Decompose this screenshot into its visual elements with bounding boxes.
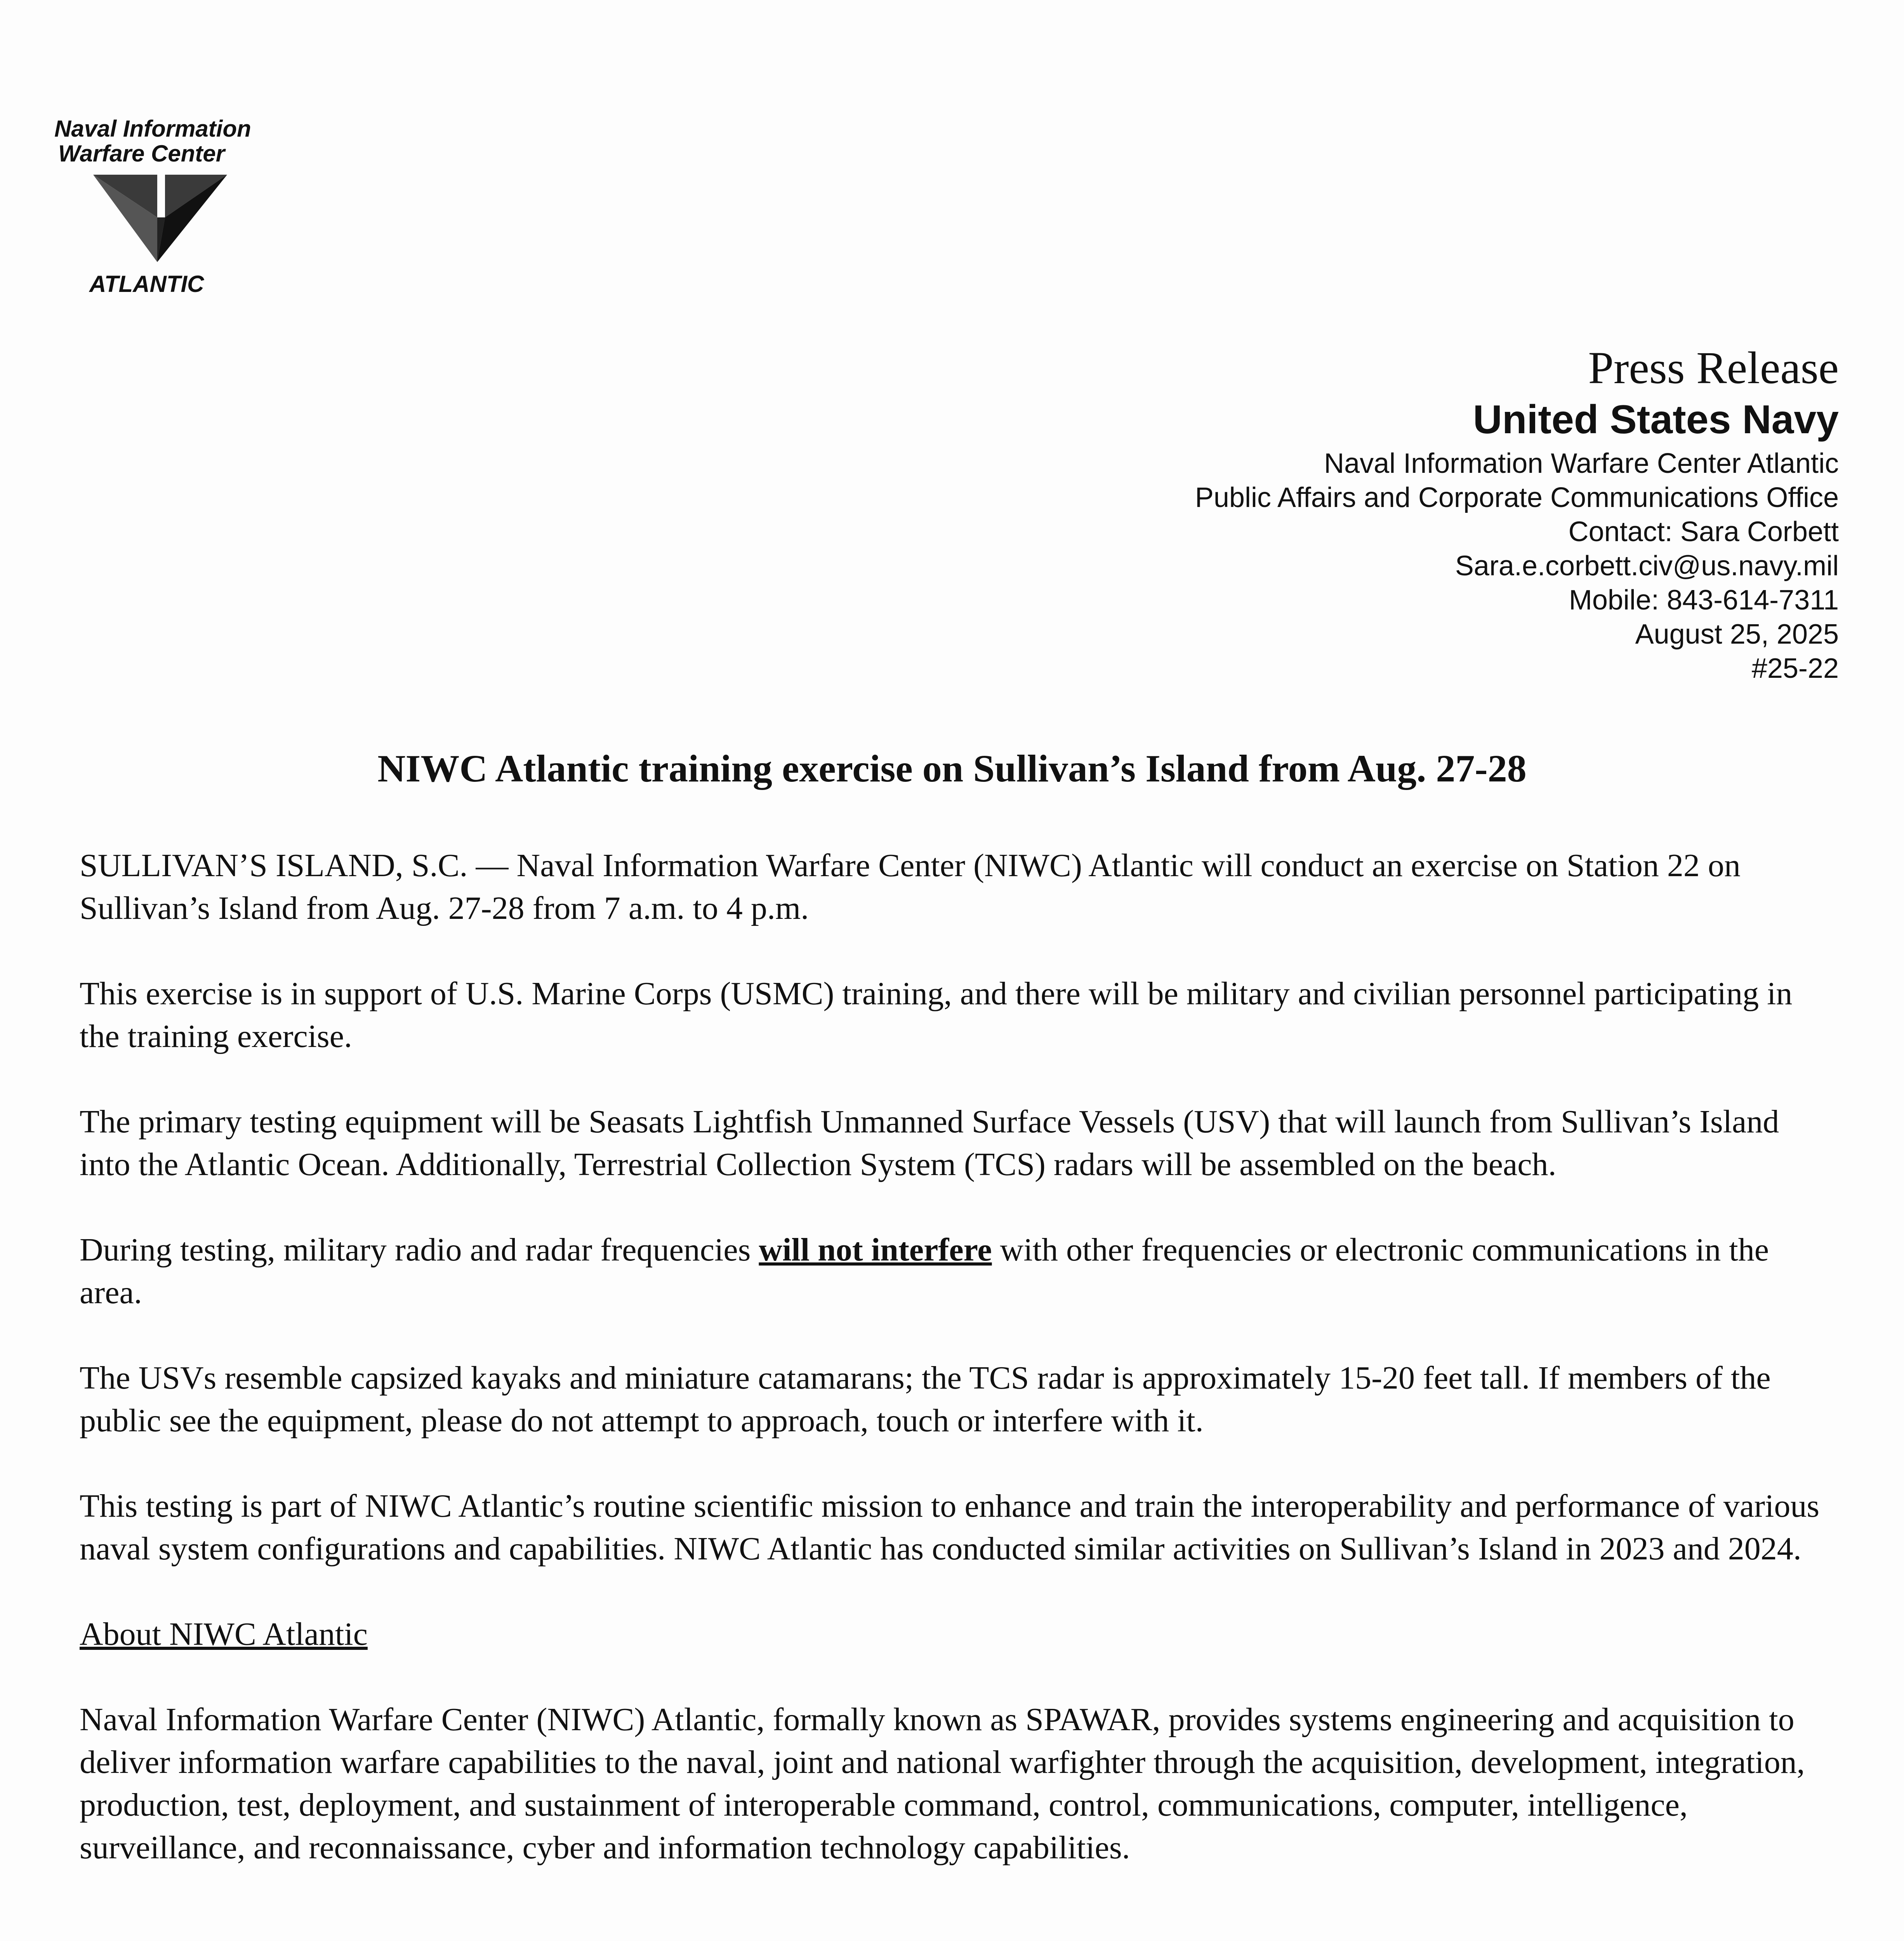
office-department: Public Affairs and Corporate Communications Office (1195, 482, 1839, 513)
paragraph-equipment: The primary testing equipment will be Seasats Lightfish Unmanned Surface Vessels (USV) that will launch from Sullivan’s Island into the Atlantic Ocean. Additionally, Terrestrial Collection System (TCS) radars will be assembled on the beach. (80, 1104, 1779, 1182)
paragraph-mission: This testing is part of NIWC Atlantic’s routine scientific mission to enhance and train the interoperability and performance of various naval system configurations and capabilities. NIWC Atlantic has conducted similar activities on Sullivan’s Island in 2023 and 2024. (80, 1488, 1820, 1567)
paragraph-intro: SULLIVAN’S ISLAND, S.C. — Naval Information Warfare Center (NIWC) Atlantic will conduct an exercise on Station 22 on Sullivan’s Island from Aug. 27-28 from 7 a.m. to 4 p.m. (80, 847, 1741, 926)
logo-text-line1: Naval Information (54, 116, 251, 142)
article-body (80, 844, 1835, 1869)
press-release-header (907, 342, 1839, 686)
triangle-logo-icon (89, 171, 229, 264)
release-date: August 25, 2025 (1635, 619, 1839, 650)
about-heading: About NIWC Atlantic (80, 1616, 368, 1652)
paragraph-public-notice: The USVs resemble capsized kayaks and miniature catamarans; the TCS radar is approximately 15-20 feet tall. If members of the public see the equipment, please do not attempt to approach, touch or interfere with it. (80, 1360, 1771, 1439)
logo-text-atlantic: ATLANTIC (89, 271, 204, 297)
logo-text-line2: Warfare Center (58, 141, 225, 167)
frequencies-text-before: During testing, military radio and radar frequencies (80, 1232, 759, 1268)
niwc-atlantic-logo (47, 116, 280, 311)
organization-name: United States Navy (1473, 397, 1839, 442)
contact-phone: Mobile: 843-614-7311 (1569, 585, 1839, 616)
contact-name: Contact: Sara Corbett (1568, 516, 1839, 547)
office-name: Naval Information Warfare Center Atlantic (1324, 448, 1839, 479)
frequencies-emphasis: will not interfere (759, 1232, 992, 1268)
contact-email[interactable]: Sara.e.corbett.civ@us.navy.mil (1455, 550, 1839, 582)
frequencies-text-after: with other frequencies or electronic communications in the area. (80, 1232, 1769, 1311)
press-release-title: Press Release (1588, 342, 1839, 393)
release-number: #25-22 (1751, 653, 1839, 684)
headline: NIWC Atlantic training exercise on Sullivan’s Island from Aug. 27-28 (377, 747, 1527, 790)
paragraph-frequencies (80, 1229, 1835, 1314)
about-text: Naval Information Warfare Center (NIWC) Atlantic, formally known as SPAWAR, provides systems engineering and acquisition to deliver information warfare capabilities to the naval, joint and national warfighter through the acquisition, development, integration, production, test, deployment, and sustainment of interoperable command, control, communications, computer, intelligence, surveillance, and reconnaissance, cyber and information technology capabilities. (80, 1701, 1805, 1866)
paragraph-support: This exercise is in support of U.S. Marine Corps (USMC) training, and there will be military and civilian personnel participating in the training exercise. (80, 976, 1793, 1054)
